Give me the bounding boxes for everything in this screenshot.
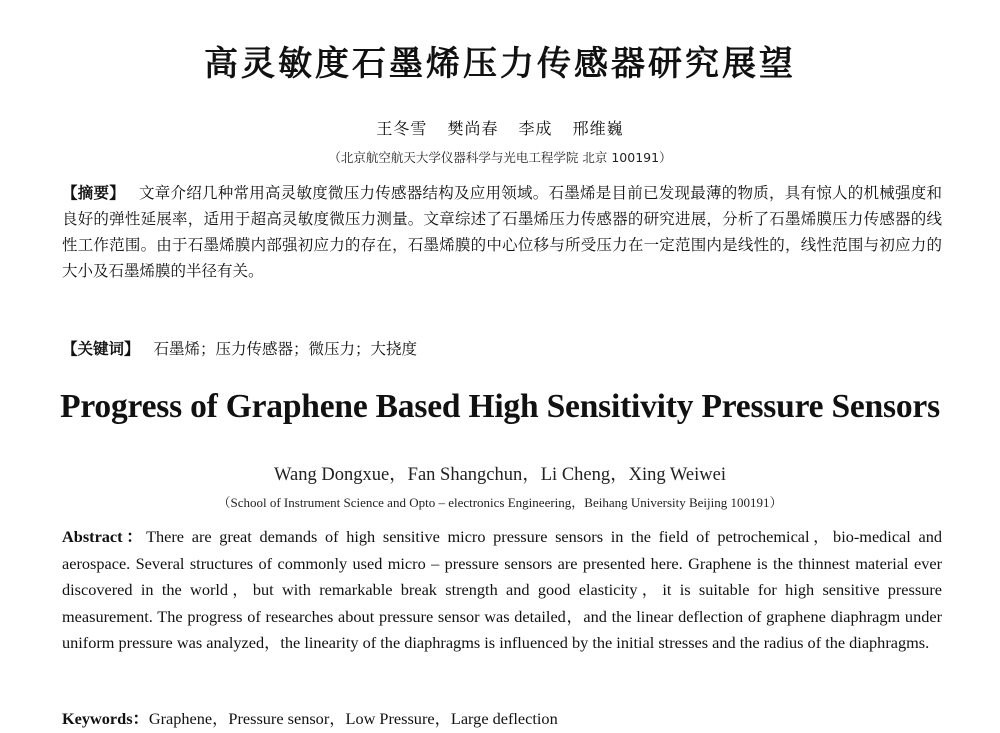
chinese-keywords-text: 石墨烯；压力传感器；微压力；大挠度 xyxy=(153,340,418,358)
english-abstract xyxy=(62,524,942,657)
english-affiliation: （School of Instrument Science and Opto – electronics Engineering，Beihang University Beijing 100191） xyxy=(217,495,783,510)
chinese-keywords-label: 【关键词】 xyxy=(62,340,140,358)
chinese-affiliation: （北京航空航天大学仪器科学与光电工程学院 北京 100191） xyxy=(328,150,672,165)
english-abstract-label: Abstract： xyxy=(62,527,147,546)
english-keywords xyxy=(62,706,942,733)
english-abstract-text: There are great demands of high sensitive micro pressure sensors in the field of petrochemical，bio-medical and aerospace. Several structures of commonly used micro – pressure sensors are presented here. Graphene is the thinnest material ever discovered in the world，but with remarkable break strength and good elasticity，it is suitable for high sensitive pressure measurement. The progress of researches about pressure sensor was detailed，and the linear deflection of graphene diaphragm under uniform pressure was analyzed，the linearity of the diaphragms is influenced by the initial stresses and the radius of the diaphragms. xyxy=(62,527,942,652)
chinese-abstract-label: 【摘要】 xyxy=(62,184,125,202)
english-keywords-label: Keywords： xyxy=(62,709,149,728)
chinese-title: 高灵敏度石墨烯压力传感器研究展望 xyxy=(204,44,796,84)
chinese-authors: 王冬雪 樊尚春 李成 邢维巍 xyxy=(376,119,624,138)
english-authors: Wang Dongxue，Fan Shangchun，Li Cheng，Xing Weiwei xyxy=(274,465,726,485)
chinese-abstract xyxy=(62,180,942,284)
chinese-abstract-text: 文章介绍几种常用高灵敏度微压力传感器结构及应用领域。石墨烯是目前已发现最薄的物质，具有惊人的机械强度和良好的弹性延展率，适用于超高灵敏度微压力测量。文章综述了石墨烯压力传感器的研究进展，分析了石墨烯膜压力传感器的线性工作范围。由于石墨烯膜内部强初应力的存在，石墨烯膜的中心位移与所受压力在一定范围内是线性的，线性范围与初应力的大小及石墨烯膜的半径有关。 xyxy=(62,184,942,280)
english-keywords-text: Graphene，Pressure sensor，Low Pressure，Large deflection xyxy=(148,709,558,728)
english-title: Progress of Graphene Based High Sensitivity Pressure Sensors xyxy=(60,388,940,425)
chinese-keywords xyxy=(62,336,942,362)
